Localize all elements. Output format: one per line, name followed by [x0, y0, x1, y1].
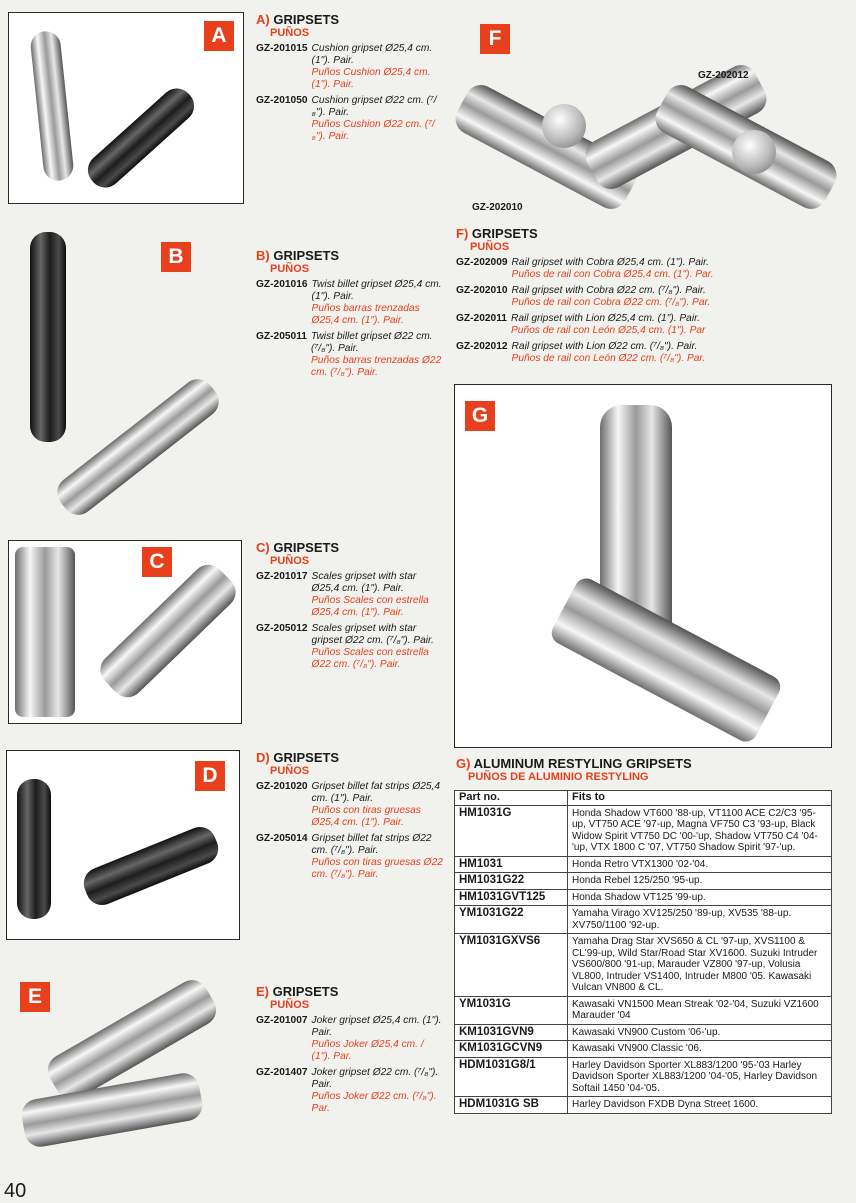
part-number: KM1031GCVN9: [455, 1041, 568, 1058]
grip-image: [94, 558, 242, 704]
section-subtitle: PUÑOS: [270, 27, 310, 39]
part-number: KM1031GVN9: [455, 1024, 568, 1041]
fits-to: Kawasaki VN900 Custom '06-'up.: [568, 1024, 832, 1041]
part-number: HDM1031G SB: [455, 1097, 568, 1114]
table-row: [455, 1097, 832, 1114]
section-subtitle: PUÑOS: [270, 765, 310, 777]
section-title: GRIPSETS: [272, 984, 339, 999]
photo-label-left: GZ-202010: [472, 202, 523, 213]
table-row: [455, 1024, 832, 1041]
grip-image: [79, 822, 223, 910]
photo-a: [8, 12, 244, 204]
list-item: GZ-201407 Joker gripset Ø22 cm. (⁷/₈"). Pair. Puños Joker Ø22 cm. (⁷/₈"). Par.: [256, 1067, 439, 1114]
photo-f: [450, 12, 850, 227]
section-subtitle: PUÑOS: [470, 241, 510, 253]
grip-image: [51, 373, 225, 518]
table-header-row: [455, 791, 832, 806]
section-title: GRIPSETS: [273, 248, 340, 263]
grip-image: [81, 82, 200, 194]
fits-to: Kawasaki VN900 Classic '06.: [568, 1041, 832, 1058]
part-number: HM1031: [455, 856, 568, 873]
section-subtitle: PUÑOS: [270, 999, 310, 1011]
list-item: GZ-202010 Rail gripset with Cobra Ø22 cm. (⁷/₈"). Pair. Puños de rail con Cobra Ø22 cm. (⁷/₈"). Par.: [456, 285, 711, 308]
fits-to: Harley Davidson Sporter XL883/1200 '95-'03 Harley Davidson Sporter XL883/1200 '04-'05, Harley Davidson Softail 1450 '04-'05.: [568, 1057, 832, 1097]
photo-g: [454, 384, 832, 748]
page-number: 40: [4, 1180, 27, 1202]
table-row: [455, 856, 832, 873]
table-row: [455, 889, 832, 906]
section-letter: D: [256, 750, 266, 765]
list-item: GZ-202011 Rail gripset with Lion Ø25,4 cm. (1"). Pair. Puños de rail con León Ø25,4 cm. (1"). Par: [456, 313, 706, 336]
list-item: GZ-201016 Twist billet gripset Ø25,4 cm. (1"). Pair. Puños barras trenzadas Ø25,4 cm. (1"). Pair.: [256, 279, 442, 326]
badge-d: D: [195, 761, 225, 791]
table-row: [455, 1057, 832, 1097]
photo-e: [8, 960, 242, 1150]
list-item: GZ-201007 Joker gripset Ø25,4 cm. (1"). Pair. Puños Joker Ø25,4 cm. / (1"). Par.: [256, 1015, 442, 1062]
section-e: E) GRIPSETS PUÑOS GZ-201007 Joker gripset Ø25,4 cm. (1"). Pair. Puños Joker Ø25,4 cm. / (1"). Par. GZ-201407 Joker gripset Ø22 cm. (⁷/₈"). Pair. Puños Joker Ø22 cm. (⁷/₈"). Par.: [256, 984, 444, 1119]
badge-a: A: [204, 21, 234, 51]
fits-to: Honda Retro VTX1300 '02-'04.: [568, 856, 832, 873]
section-c: C) GRIPSETS PUÑOS GZ-201017 Scales gripset with star Ø25,4 cm. (1"). Pair. Puños Scales con estrella Ø25,4 cm. (1"). Pair. GZ-205012 Scales gripset with star gripset Ø22 cm. (⁷/₈"). Pair. Puños Scales con estrella Ø22 cm. (⁷/₈"). Pair.: [256, 540, 444, 675]
section-title: ALUMINUM RESTYLING GRIPSETS: [473, 756, 692, 771]
section-a: A) GRIPSETS PUÑOS GZ-201015 Cushion gripset Ø25,4 cm. (1"). Pair. Puños Cushion Ø25,4 cm. (1"). Pair. GZ-201050 Cushion gripset Ø22 cm. (⁷/₈"). Pair. Puños Cushion Ø22 cm. (⁷/₈"). Pair.: [256, 12, 444, 147]
part-number: HDM1031G8/1: [455, 1057, 568, 1097]
fits-to: Harley Davidson FXDB Dyna Street 1600.: [568, 1097, 832, 1114]
part-number: HM1031GVT125: [455, 889, 568, 906]
fits-to: Honda Shadow VT600 '88-up, VT1100 ACE C2/C3 '95-up, VT750 ACE '97-up, Magna VF750 C3 '93-up, Black Widow Spirit VT750 DC '00-'up, Shadow VT750 C4 '04-'up, VTX 1800 C '07, VT750 Shadow Spirit '97-'up.: [568, 805, 832, 856]
list-item: GZ-202012 Rail gripset with Lion Ø22 cm. (⁷/₈"). Pair. Puños de rail con León Ø22 cm. (⁷/₈"). Par.: [456, 341, 706, 364]
table-row: [455, 805, 832, 856]
part-number: HM1031G: [455, 805, 568, 856]
photo-c: [8, 540, 242, 724]
photo-label-right: GZ-202012: [698, 70, 749, 81]
section-g: G) ALUMINUM RESTYLING GRIPSETS PUÑOS DE ALUMINIO RESTYLING: [456, 756, 846, 787]
lion-cap: [732, 130, 776, 174]
grip-image: [15, 547, 75, 717]
table-row: [455, 1041, 832, 1058]
section-letter: E: [256, 984, 265, 999]
photo-d: [6, 750, 240, 940]
part-number: YM1031G22: [455, 906, 568, 934]
table-row: [455, 906, 832, 934]
section-title: GRIPSETS: [273, 12, 340, 27]
part-number: YM1031G: [455, 996, 568, 1024]
grip-image: [30, 232, 66, 442]
fits-to: Honda Shadow VT125 '99-up.: [568, 889, 832, 906]
section-letter: A: [256, 12, 266, 27]
lion-cap: [542, 104, 586, 148]
section-title: GRIPSETS: [273, 540, 340, 555]
grip-image: [17, 779, 51, 919]
grip-image: [19, 1071, 205, 1150]
column-header-fits: Fits to: [568, 791, 832, 806]
section-subtitle: PUÑOS: [270, 263, 310, 275]
list-item: GZ-205011 Twist billet gripset Ø22 cm. (⁷/₈"). Pair. Puños barras trenzadas Ø22 cm. (⁷/₈"). Pair.: [256, 331, 442, 378]
table-row: [455, 996, 832, 1024]
fits-to: Honda Rebel 125/250 '95-up.: [568, 873, 832, 890]
section-title: GRIPSETS: [273, 750, 340, 765]
fitment-table: [454, 790, 832, 1114]
section-d: D) GRIPSETS PUÑOS GZ-201020 Gripset billet fat strips Ø25,4 cm. (1"). Pair. Puños con tiras gruesas Ø25,4 cm. (1"). Pair. GZ-205014 Gripset billet fat strips Ø22 cm. (⁷/₈"). Pair. Puños con tiras gruesas Ø22 cm. (⁷/₈"). Pair.: [256, 750, 443, 880]
part-number: HM1031G22: [455, 873, 568, 890]
fits-to: Yamaha Drag Star XVS650 & CL '97-up, XVS1100 & CL'99-up, Wild Star/Road Star XV1600. Suzuki Intruder VS600/800 '91-up, Marauder VZ800 '97-up, Volusia VL800, Intruder VS1400, Intruder M800 '05. Kawasaki Vulcan VN800 & CL.: [568, 934, 832, 997]
list-item: GZ-201015 Cushion gripset Ø25,4 cm. (1"). Pair. Puños Cushion Ø25,4 cm. (1"). Pair.: [256, 43, 433, 90]
section-f: F) GRIPSETS PUÑOS GZ-202009 Rail gripset with Cobra Ø25,4 cm. (1"). Pair. Puños de rail con Cobra Ø25,4 cm. (1"). Par. GZ-202010 Rail gripset with Cobra Ø22 cm. (⁷/₈"). Pair. Puños de rail con Cobra Ø22 cm. (⁷/₈"). Par. GZ-202011 Rail gripset with Lion Ø25,4 cm. (1"). Pair. Puños de rail con León Ø25,4 cm. (1"). Par GZ-202012 Rail gripset with Lion Ø22 cm. (⁷/₈"). Pair. Puños de rail con León Ø22 cm. (⁷/₈"). Par.: [456, 226, 846, 369]
list-item: GZ-205012 Scales gripset with star gripset Ø22 cm. (⁷/₈"). Pair. Puños Scales con estrella Ø22 cm. (⁷/₈"). Pair.: [256, 623, 434, 670]
list-item: GZ-201020 Gripset billet fat strips Ø25,4 cm. (1"). Pair. Puños con tiras gruesas Ø25,4 cm. (1"). Pair.: [256, 781, 441, 828]
list-item: GZ-201050 Cushion gripset Ø22 cm. (⁷/₈"). Pair. Puños Cushion Ø22 cm. (⁷/₈"). Pair.: [256, 95, 437, 142]
section-letter: B: [256, 248, 266, 263]
fits-to: Yamaha Virago XV125/250 '89-up, XV535 '88-up. XV750/1100 '92-up.: [568, 906, 832, 934]
section-subtitle: PUÑOS DE ALUMINIO RESTYLING: [468, 771, 649, 783]
section-letter: F: [456, 226, 464, 241]
column-header-part: Part no.: [455, 791, 568, 806]
table-row: [455, 934, 832, 997]
section-letter: G: [456, 756, 467, 771]
list-item: GZ-202009 Rail gripset with Cobra Ø25,4 cm. (1"). Pair. Puños de rail con Cobra Ø25,4 cm. (1"). Par.: [456, 257, 714, 280]
section-title: GRIPSETS: [471, 226, 538, 241]
badge-e: E: [20, 982, 50, 1012]
photo-b: [8, 222, 242, 518]
list-item: GZ-201017 Scales gripset with star Ø25,4 cm. (1"). Pair. Puños Scales con estrella Ø25,4 cm. (1"). Pair.: [256, 571, 429, 618]
section-subtitle: PUÑOS: [270, 555, 310, 567]
badge-g: G: [465, 401, 495, 431]
badge-b: B: [161, 242, 191, 272]
section-letter: C: [256, 540, 266, 555]
list-item: GZ-205014 Gripset billet fat strips Ø22 cm. (⁷/₈"). Pair. Puños con tiras gruesas Ø22 cm. (⁷/₈"). Pair.: [256, 833, 443, 880]
part-number: YM1031GXVS6: [455, 934, 568, 997]
fits-to: Kawasaki VN1500 Mean Streak '02-'04, Suzuki VZ1600 Marauder '04: [568, 996, 832, 1024]
grip-image: [29, 30, 75, 182]
badge-f: F: [480, 24, 510, 54]
section-b: B) GRIPSETS PUÑOS GZ-201016 Twist billet gripset Ø25,4 cm. (1"). Pair. Puños barras trenzadas Ø25,4 cm. (1"). Pair. GZ-205011 Twist billet gripset Ø22 cm. (⁷/₈"). Pair. Puños barras trenzadas Ø22 cm. (⁷/₈"). Pair.: [256, 248, 444, 383]
badge-c: C: [142, 547, 172, 577]
table-row: [455, 873, 832, 890]
